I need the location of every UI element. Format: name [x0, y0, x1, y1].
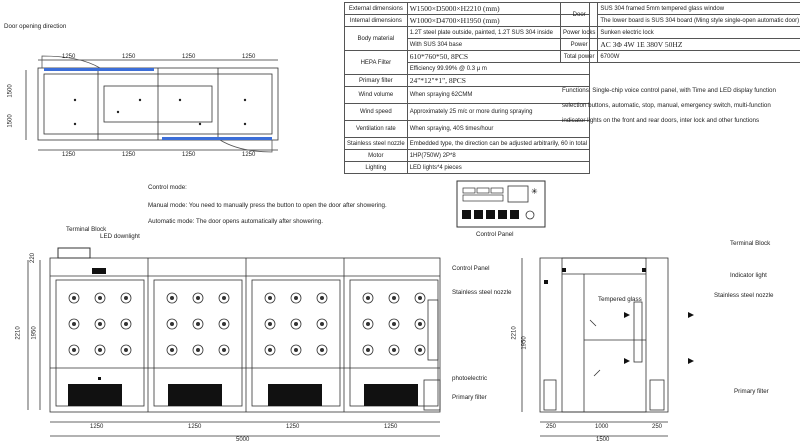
spec-key: Door — [561, 3, 598, 27]
spec-val: LED lights*4 pieces — [407, 162, 589, 174]
spec-val: 610*760*50, 8PCS — [407, 51, 589, 63]
spec-row — [561, 51, 800, 63]
spec-key: Primary filter — [345, 75, 408, 87]
side-nozzle-label: Stainless steel nozzle — [714, 292, 774, 299]
spec-table-left — [344, 2, 590, 174]
spec-key: Power locks — [561, 27, 598, 39]
spec-key: Motor — [345, 150, 408, 162]
side-indicator-light-label: Indicator light — [730, 272, 767, 279]
nozzle-center — [222, 348, 226, 352]
nozzle-center — [124, 296, 128, 300]
nozzle-center — [98, 322, 102, 326]
side-primary-filter-label: Primary filter — [734, 388, 769, 395]
svg-text:✳: ✳ — [531, 187, 538, 196]
nozzle-center — [222, 322, 226, 326]
spec-val: Efficiency 99.99% @ 0.3 μ m — [407, 63, 589, 75]
functions-line-2: selection buttons, automatic, stop, manual, emergency switch, multi-function — [562, 102, 771, 109]
spec-key: Body material — [345, 27, 408, 51]
front-height-dim-1950: 1950 — [31, 326, 38, 340]
spec-val: The lower board is SUS 304 board (Ming style single-open automatic door) — [598, 15, 800, 27]
plan-bottom-dim-2: 1250 — [122, 152, 136, 158]
spec-row — [345, 104, 590, 121]
front-led-downlight-label: LED downlight — [100, 233, 140, 240]
spec-row — [345, 150, 590, 162]
side-width-dim-1000: 1000 — [595, 424, 609, 430]
spec-key: Ventilation rate — [345, 121, 408, 138]
spec-val: Sunken electric lock — [598, 27, 800, 39]
nozzle-center — [72, 348, 76, 352]
nozzle-center — [124, 348, 128, 352]
side-elevation-drawing — [500, 240, 700, 444]
side-width-dim-250-right: 250 — [652, 424, 663, 430]
nozzle-center — [196, 296, 200, 300]
spec-key: Wind speed — [345, 104, 408, 121]
spec-val: SUS 304 framed 5mm tempered glass window — [598, 3, 800, 15]
front-width-dim-1: 1250 — [90, 424, 104, 430]
plan-left-dim-1: 1500 — [7, 84, 14, 98]
plan-top-dim-1: 1250 — [62, 54, 76, 60]
front-control-panel-label: Control Panel — [452, 265, 490, 272]
spec-row — [345, 51, 590, 63]
functions-line-1: Functions: Single-chip voice control panel, with Time and LED display function — [562, 87, 776, 94]
front-width-dim-3: 1250 — [286, 424, 300, 430]
nozzle-center — [98, 296, 102, 300]
spec-key: Lighting — [345, 162, 408, 174]
nozzle-center — [72, 322, 76, 326]
nozzle-center — [294, 322, 298, 326]
control-mode-title: Control mode: — [148, 184, 187, 191]
spec-val: 24"*12"*1", 8PCS — [407, 75, 589, 87]
side-height-dim-1950: 1950 — [521, 336, 528, 350]
nozzle-center — [320, 296, 324, 300]
nozzle-center — [392, 348, 396, 352]
nozzle-center — [222, 296, 226, 300]
plan-title: Door opening direction — [4, 23, 67, 30]
spec-row — [345, 138, 590, 150]
nozzle-center — [196, 322, 200, 326]
plan-bottom-dim-4: 1250 — [242, 152, 256, 158]
side-height-dim-2210: 2210 — [511, 326, 518, 340]
side-terminal-block-label: Terminal Block — [730, 240, 771, 247]
spec-row — [345, 87, 590, 104]
nozzle-center — [268, 322, 272, 326]
nozzle-center — [294, 296, 298, 300]
plan-left-dim-2: 1500 — [7, 114, 14, 128]
spec-row — [345, 15, 590, 27]
spec-key: Power — [561, 39, 598, 51]
plan-bottom-dim-3: 1250 — [182, 152, 196, 158]
nozzle-center — [196, 348, 200, 352]
spec-row — [345, 162, 590, 174]
plan-bottom-dim-1: 1250 — [62, 152, 76, 158]
control-panel-caption: Control Panel — [476, 231, 514, 238]
nozzle-center — [268, 348, 272, 352]
nozzle-center — [366, 296, 370, 300]
plan-top-dim-3: 1250 — [182, 54, 196, 60]
spec-val: Embedded type, the direction can be adjusted arbitrarily, 60 in total — [407, 138, 589, 150]
nozzle-center — [418, 322, 422, 326]
nozzle-center — [320, 322, 324, 326]
nozzle-center — [392, 296, 396, 300]
nozzle-center — [366, 322, 370, 326]
spec-val: W1000×D4700×H1950 (mm) — [407, 15, 589, 27]
spec-key: External dimensions — [345, 3, 408, 15]
spec-val: W1500×D5000×H2210 (mm) — [407, 3, 589, 15]
nozzle-center — [392, 322, 396, 326]
nozzle-center — [418, 296, 422, 300]
nozzle-center — [320, 348, 324, 352]
nozzle-center — [98, 348, 102, 352]
front-width-dim-4: 1250 — [384, 424, 398, 430]
front-height-dim-220: 220 — [30, 252, 37, 264]
spec-key: Total power — [561, 51, 598, 63]
nozzle-center — [170, 296, 174, 300]
front-height-dim-2210: 2210 — [15, 326, 22, 340]
spec-val: AC 3Φ 4W 1E 380V 50HZ — [598, 39, 800, 51]
spec-val: 1HP(750W) 2P*8 — [407, 150, 589, 162]
front-nozzle-label: Stainless steel nozzle — [452, 289, 512, 296]
nozzle-center — [294, 348, 298, 352]
spec-val: When spraying 62CMM — [407, 87, 589, 104]
front-terminal-block-label: Terminal Block — [66, 226, 107, 233]
side-total-width: 1500 — [596, 437, 610, 443]
control-mode-manual: Manual mode: You need to manually press the button to open the door after showering. — [148, 202, 387, 209]
spec-row — [345, 27, 590, 39]
plan-top-dim-4: 1250 — [242, 54, 256, 60]
nozzle-center — [170, 322, 174, 326]
spec-key: Stainless steel nozzle — [345, 138, 408, 150]
nozzle-center — [366, 348, 370, 352]
spec-row — [345, 121, 590, 138]
front-primary-filter-label: Primary filter — [452, 394, 487, 401]
nozzle-center — [418, 348, 422, 352]
front-elevation-drawing — [0, 240, 470, 444]
plan-top-dim-2: 1250 — [122, 54, 136, 60]
spec-table-right — [560, 2, 800, 63]
spec-row — [561, 39, 800, 51]
spec-val: With SUS 304 base — [407, 39, 589, 51]
side-tempered-glass-label: Tempered glass — [598, 296, 642, 303]
spec-key: Internal dimensions — [345, 15, 408, 27]
control-mode-automatic: Automatic mode: The door opens automatically after showering. — [148, 218, 323, 225]
spec-val: Approximately 25 m/c or more during spraying — [407, 104, 589, 121]
front-photoelectric-label: photoelectric — [452, 375, 488, 382]
nozzle-center — [170, 348, 174, 352]
nozzle-center — [124, 322, 128, 326]
front-width-dim-2: 1250 — [188, 424, 202, 430]
spec-row — [345, 75, 590, 87]
front-total-width: 5000 — [236, 437, 250, 443]
spec-key: HEPA Filter — [345, 51, 408, 75]
spec-key: Wind volume — [345, 87, 408, 104]
side-width-dim-250-left: 250 — [546, 424, 557, 430]
plan-view-drawing — [0, 40, 310, 160]
spec-val: 1.2T steel plate outside, painted, 1.2T SUS 304 inside — [407, 27, 589, 39]
nozzle-center — [268, 296, 272, 300]
spec-row — [561, 27, 800, 39]
nozzle-center — [72, 296, 76, 300]
control-panel-illustration — [456, 180, 546, 230]
spec-row — [345, 3, 590, 15]
spec-val: When spraying, 40S times/hour — [407, 121, 589, 138]
functions-line-3: indicator lights on the front and rear doors, inter lock and other functions — [562, 117, 760, 124]
spec-val: 6700W — [598, 51, 800, 63]
spec-row — [561, 3, 800, 15]
